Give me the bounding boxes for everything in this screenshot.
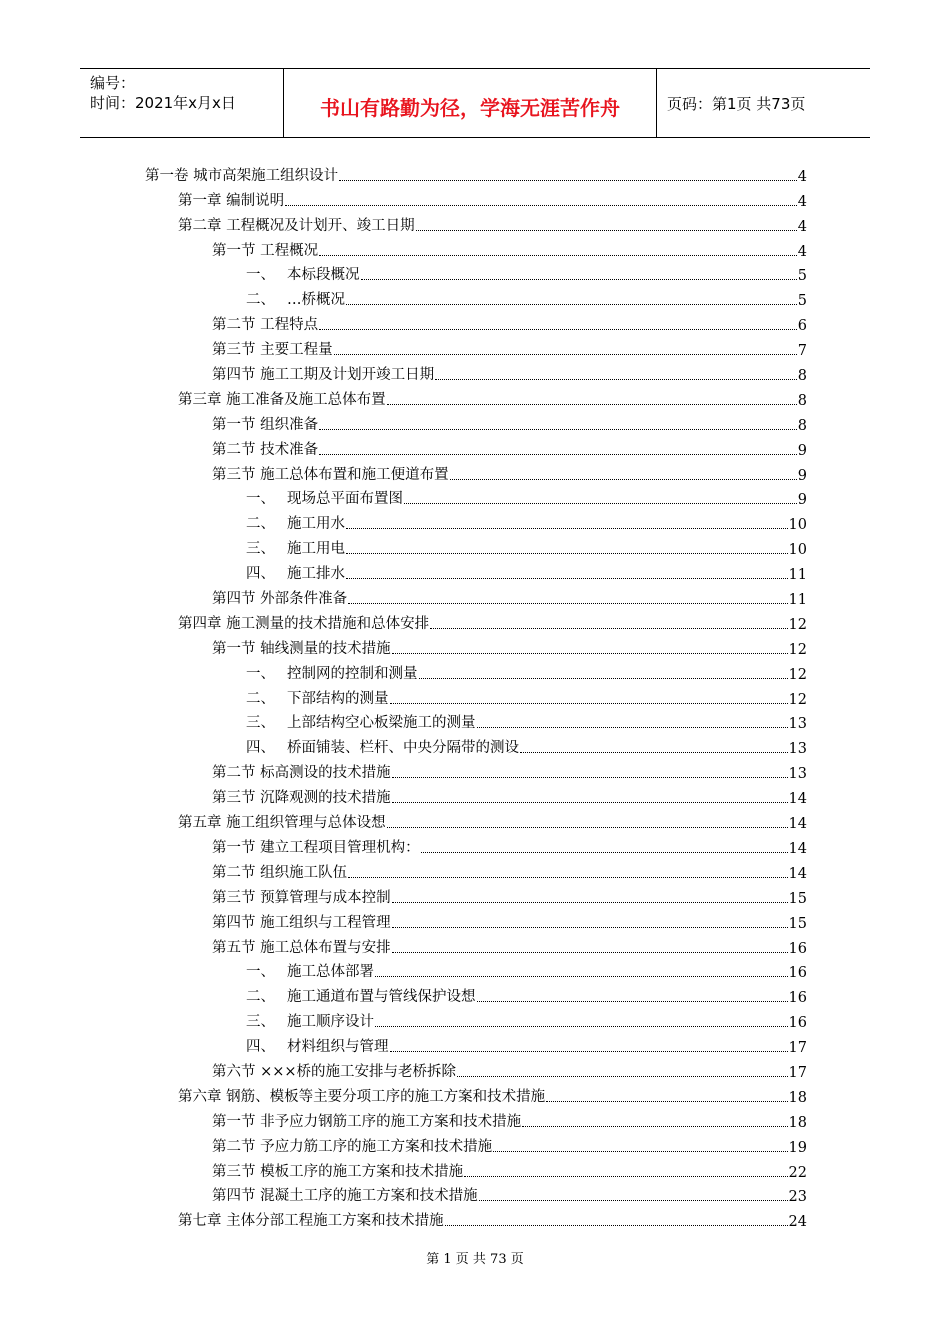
toc-entry-prefix: 第二章 [178, 217, 222, 234]
document-time-label: 时间：2021年x月x日 [90, 94, 236, 112]
toc-entry-title: 施工总体布置和施工便道布置 [260, 466, 449, 483]
toc-entry-prefix: 三、 [246, 541, 275, 558]
header-page-info-cell [655, 69, 870, 137]
toc-entry-prefix: 第三节 [212, 1163, 256, 1180]
toc-entry-text [212, 413, 318, 434]
toc-entry-title: 上部结构空心板梁施工的测量 [287, 715, 476, 732]
toc-entry[interactable] [145, 1131, 807, 1156]
toc-entry-page: 14 [788, 791, 807, 808]
toc-entry-prefix: 第一卷 [145, 167, 189, 184]
toc-entry-prefix: 第一章 [178, 192, 222, 209]
toc-entry[interactable] [145, 210, 807, 235]
toc-entry-text [212, 1184, 478, 1205]
table-of-contents [145, 160, 807, 1230]
toc-entry[interactable] [145, 484, 807, 509]
toc-entry-prefix: 第六节 [212, 1063, 256, 1080]
toc-entry-page: 11 [788, 592, 807, 609]
toc-entry-text [246, 562, 345, 583]
toc-entry-title: 主要工程量 [260, 342, 333, 359]
toc-entry-text [212, 637, 391, 658]
toc-leader-dots [346, 553, 788, 554]
toc-entry-prefix: 第三节 [212, 790, 256, 807]
toc-leader-dots [421, 852, 788, 853]
toc-entry-prefix: 第二节 [212, 864, 256, 881]
toc-entry[interactable] [145, 384, 807, 409]
toc-entry[interactable] [145, 832, 807, 857]
toc-entry-title: 组织准备 [260, 416, 319, 433]
toc-entry-title: 预算管理与成本控制 [260, 889, 391, 906]
toc-entry-page: 14 [788, 840, 807, 857]
toc-entry-prefix: 一、 [246, 491, 275, 508]
toc-entry-page: 16 [788, 940, 807, 957]
toc-entry-text [212, 438, 318, 459]
toc-leader-dots [375, 1026, 788, 1027]
toc-entry-text [178, 811, 386, 832]
toc-entry-prefix: 第七章 [178, 1213, 222, 1230]
toc-entry[interactable] [145, 1056, 807, 1081]
toc-entry-title: ×××桥的施工安排与老桥拆除 [260, 1063, 457, 1080]
toc-entry-page: 17 [788, 1040, 807, 1057]
toc-entry-text [212, 313, 318, 334]
toc-entry-title: 材料组织与管理 [287, 1039, 389, 1056]
toc-leader-dots [392, 777, 788, 778]
toc-entry-page: 10 [788, 542, 807, 559]
toc-entry-page: 22 [788, 1164, 807, 1181]
toc-entry-page: 9 [797, 492, 807, 509]
toc-entry-title: 标高测设的技术措施 [260, 765, 391, 782]
toc-entry-prefix: 第三节 [212, 342, 256, 359]
toc-leader-dots [392, 927, 788, 928]
toc-entry-page: 23 [788, 1189, 807, 1206]
toc-entry-title: 施工测量的技术措施和总体安排 [226, 615, 430, 632]
toc-entry[interactable] [145, 558, 807, 583]
toc-leader-dots [416, 230, 797, 231]
toc-entry[interactable] [145, 633, 807, 658]
toc-entry[interactable] [145, 533, 807, 558]
header-page-info: 页码：第1页 共73页 [667, 94, 806, 113]
toc-entry-text [246, 1010, 374, 1031]
toc-entry-page: 12 [788, 691, 807, 708]
toc-entry[interactable] [145, 1081, 807, 1106]
toc-entry-title: 施工排水 [287, 566, 345, 583]
toc-entry-title: 主体分部工程施工方案和技术措施 [226, 1213, 444, 1230]
footer-page-number: 第 1 页 共 73 页 [426, 1252, 524, 1267]
toc-leader-dots [493, 1151, 787, 1152]
toc-entry-title: 现场总平面布置图 [287, 491, 403, 508]
toc-entry-prefix: 第四节 [212, 1188, 256, 1205]
toc-leader-dots [390, 1051, 788, 1052]
toc-entry[interactable] [145, 334, 807, 359]
toc-entry-text [212, 463, 449, 484]
toc-entry-page: 12 [788, 641, 807, 658]
toc-entry-title: 施工通道布置与管线保护设想 [287, 989, 476, 1006]
toc-entry-page: 12 [788, 666, 807, 683]
toc-entry-text [212, 836, 420, 857]
toc-leader-dots [546, 1101, 787, 1102]
document-number-label: 编号： [90, 74, 136, 92]
page-header [80, 68, 870, 138]
toc-entry[interactable] [145, 981, 807, 1006]
toc-entry-text [246, 736, 519, 757]
toc-entry-text [246, 662, 418, 683]
page-footer [0, 1248, 950, 1267]
toc-entry-prefix: 三、 [246, 1014, 275, 1031]
toc-entry-page: 9 [797, 467, 807, 484]
toc-entry-prefix: 一、 [246, 964, 275, 981]
toc-entry-text [246, 985, 476, 1006]
toc-entry-text [246, 537, 345, 558]
header-left-cell [80, 69, 283, 137]
toc-entry[interactable] [145, 1031, 807, 1056]
toc-entry-title: 编制说明 [226, 192, 285, 209]
toc-leader-dots [404, 503, 797, 504]
toc-leader-dots [361, 279, 797, 280]
toc-entry-page: 16 [788, 1015, 807, 1032]
toc-entry-text [212, 363, 434, 384]
toc-entry-text [178, 1209, 444, 1230]
toc-leader-dots [479, 1200, 788, 1201]
toc-entry-title: 桥面铺装、栏杆、中央分隔带的测设 [287, 740, 519, 757]
toc-entry-title: 施工组织管理与总体设想 [226, 815, 386, 832]
toc-entry-text [212, 1160, 463, 1181]
toc-leader-dots [285, 205, 797, 206]
toc-entry-title: 钢筋、模板等主要分项工序的施工方案和技术措施 [226, 1088, 546, 1105]
toc-leader-dots [392, 902, 788, 903]
toc-entry-text [178, 612, 429, 633]
toc-entry-title: 施工组织与工程管理 [260, 914, 391, 931]
toc-entry-prefix: 二、 [246, 690, 275, 707]
toc-entry[interactable] [145, 732, 807, 757]
toc-leader-dots [435, 379, 797, 380]
toc-entry-text [178, 1085, 545, 1106]
toc-entry-prefix: 第五节 [212, 939, 256, 956]
toc-leader-dots [346, 578, 788, 579]
toc-entry-title: 轴线测量的技术措施 [260, 640, 391, 657]
toc-leader-dots [319, 454, 797, 455]
toc-entry-page: 9 [797, 442, 807, 459]
toc-entry[interactable] [145, 1106, 807, 1131]
toc-entry-page: 4 [797, 193, 807, 210]
toc-entry-page: 13 [788, 716, 807, 733]
toc-entry-page: 14 [788, 816, 807, 833]
toc-leader-dots [334, 354, 797, 355]
toc-leader-dots [390, 703, 788, 704]
toc-entry[interactable] [145, 1205, 807, 1230]
toc-entry[interactable] [145, 857, 807, 882]
toc-entry-prefix: 二、 [246, 516, 275, 533]
toc-entry[interactable] [145, 807, 807, 832]
toc-entry[interactable] [145, 882, 807, 907]
toc-entry-page: 7 [797, 343, 807, 360]
toc-entry-prefix: 第三节 [212, 889, 256, 906]
toc-entry-prefix: 第三章 [178, 391, 222, 408]
toc-leader-dots [339, 180, 797, 181]
toc-leader-dots [387, 827, 788, 828]
toc-entry-prefix: 第四节 [212, 367, 256, 384]
toc-entry[interactable] [145, 683, 807, 708]
toc-entry-text [212, 587, 347, 608]
toc-entry-title: 施工用电 [287, 541, 345, 558]
toc-entry-prefix: 第四节 [212, 914, 256, 931]
toc-entry-text [246, 288, 345, 309]
toc-entry-page: 4 [797, 218, 807, 235]
toc-entry[interactable] [145, 658, 807, 683]
toc-entry-page: 17 [788, 1064, 807, 1081]
toc-entry-title: 外部条件准备 [260, 591, 348, 608]
toc-entry-title: 施工总体部署 [287, 964, 374, 981]
toc-entry-text [246, 1035, 389, 1056]
toc-entry-title: 混凝土工序的施工方案和技术措施 [260, 1188, 478, 1205]
toc-entry-title: 组织施工队伍 [260, 864, 348, 881]
toc-entry-prefix: 四、 [246, 740, 275, 757]
toc-entry[interactable] [145, 235, 807, 260]
toc-entry[interactable] [145, 907, 807, 932]
toc-entry[interactable] [145, 359, 807, 384]
toc-entry-prefix: 第一节 [212, 416, 256, 433]
toc-entry[interactable] [145, 459, 807, 484]
toc-entry-title: 施工工期及计划开竣工日期 [260, 367, 435, 384]
toc-entry[interactable] [145, 160, 807, 185]
toc-leader-dots [348, 603, 787, 604]
toc-entry-text [246, 512, 345, 533]
toc-entry[interactable] [145, 309, 807, 334]
toc-leader-dots [477, 727, 788, 728]
toc-leader-dots [387, 404, 797, 405]
toc-entry-title: 工程特点 [260, 317, 319, 334]
toc-entry[interactable] [145, 508, 807, 533]
toc-leader-dots [348, 877, 787, 878]
toc-leader-dots [430, 628, 787, 629]
toc-leader-dots [346, 304, 797, 305]
toc-entry-page: 8 [797, 392, 807, 409]
toc-entry-text [246, 960, 374, 981]
toc-entry-page: 5 [797, 293, 807, 310]
toc-entry[interactable] [145, 583, 807, 608]
header-motto: 书山有路勤为径，学海无涯苦作舟 [320, 95, 620, 120]
toc-entry-text [212, 1060, 456, 1081]
toc-entry-page: 5 [797, 268, 807, 285]
toc-entry-text [212, 761, 391, 782]
toc-entry-page: 16 [788, 990, 807, 1007]
toc-entry[interactable] [145, 1006, 807, 1031]
toc-entry-title: 工程概况 [260, 242, 319, 259]
toc-entry[interactable] [145, 708, 807, 733]
toc-entry-text [212, 936, 391, 957]
toc-entry-title: 城市高架施工组织设计 [193, 167, 339, 184]
toc-entry-title: 施工总体布置与安排 [260, 939, 391, 956]
toc-entry-text [212, 1135, 492, 1156]
toc-leader-dots [392, 653, 788, 654]
toc-entry-title: 本标段概况 [287, 267, 360, 284]
toc-entry-page: 15 [788, 915, 807, 932]
toc-entry-page: 8 [797, 368, 807, 385]
toc-entry[interactable] [145, 1181, 807, 1206]
toc-leader-dots [477, 1001, 788, 1002]
toc-entry-title: 工程概况及计划开、竣工日期 [226, 217, 415, 234]
toc-entry-title: 技术准备 [260, 441, 319, 458]
toc-entry-prefix: 第六章 [178, 1088, 222, 1105]
toc-leader-dots [375, 976, 788, 977]
toc-entry-title: 施工顺序设计 [287, 1014, 374, 1031]
toc-entry-page: 11 [788, 567, 807, 584]
toc-entry-text [212, 239, 318, 260]
toc-entry-prefix: 第一节 [212, 839, 256, 856]
toc-leader-dots [464, 1176, 787, 1177]
toc-leader-dots [445, 1225, 788, 1226]
toc-entry-prefix: 第四节 [212, 591, 256, 608]
toc-entry-title: 施工准备及施工总体布置 [226, 391, 386, 408]
toc-entry-title: 控制网的控制和测量 [287, 665, 418, 682]
toc-entry-prefix: 二、 [246, 989, 275, 1006]
toc-entry-text [178, 189, 284, 210]
toc-entry-page: 12 [788, 616, 807, 633]
toc-entry-page: 14 [788, 865, 807, 882]
toc-entry-prefix: 一、 [246, 267, 275, 284]
toc-leader-dots [319, 429, 797, 430]
toc-entry[interactable] [145, 932, 807, 957]
toc-entry-prefix: 第一节 [212, 1113, 256, 1130]
toc-entry[interactable] [145, 284, 807, 309]
toc-entry-page: 10 [788, 517, 807, 534]
toc-leader-dots [392, 952, 788, 953]
toc-entry-page: 13 [788, 741, 807, 758]
toc-leader-dots [520, 752, 788, 753]
toc-entry-text [178, 388, 386, 409]
toc-entry-prefix: 四、 [246, 566, 275, 583]
toc-entry-title: 予应力筋工序的施工方案和技术措施 [260, 1138, 493, 1155]
toc-entry-prefix: 第二节 [212, 1138, 256, 1155]
toc-leader-dots [319, 329, 797, 330]
toc-entry-prefix: 三、 [246, 715, 275, 732]
toc-entry-text [178, 214, 415, 235]
toc-entry-prefix: 第四章 [178, 615, 222, 632]
toc-entry-text [246, 263, 360, 284]
toc-entry[interactable] [145, 1156, 807, 1181]
toc-entry-text [212, 338, 333, 359]
toc-leader-dots [522, 1126, 787, 1127]
toc-entry[interactable] [145, 434, 807, 459]
toc-leader-dots [419, 678, 788, 679]
toc-entry[interactable] [145, 409, 807, 434]
toc-entry-title: 施工用水 [287, 516, 345, 533]
toc-entry-prefix: 第一节 [212, 242, 256, 259]
toc-entry-page: 4 [797, 243, 807, 260]
toc-entry-prefix: 一、 [246, 665, 275, 682]
toc-entry-page: 15 [788, 890, 807, 907]
toc-entry-prefix: 第二节 [212, 765, 256, 782]
toc-entry-page: 4 [797, 168, 807, 185]
toc-entry-prefix: 第二节 [212, 441, 256, 458]
toc-leader-dots [392, 802, 788, 803]
toc-entry-text [212, 911, 391, 932]
toc-entry-page: 18 [788, 1089, 807, 1106]
toc-entry[interactable] [145, 608, 807, 633]
toc-leader-dots [457, 1076, 787, 1077]
toc-entry[interactable] [145, 185, 807, 210]
toc-entry[interactable] [145, 260, 807, 285]
toc-entry-text [246, 711, 476, 732]
toc-entry-prefix: 第五章 [178, 815, 222, 832]
toc-entry-title: …桥概况 [287, 292, 345, 309]
toc-entry-text [246, 487, 403, 508]
toc-entry-page: 6 [797, 318, 807, 335]
toc-entry-text [145, 164, 338, 185]
toc-entry-text [212, 1110, 521, 1131]
toc-entry-title: 建立工程项目管理机构： [260, 839, 420, 856]
toc-entry[interactable] [145, 757, 807, 782]
toc-entry-text [212, 886, 391, 907]
toc-leader-dots [319, 255, 797, 256]
toc-entry-text [212, 786, 391, 807]
toc-entry-prefix: 第二节 [212, 317, 256, 334]
toc-entry-prefix: 第一节 [212, 640, 256, 657]
toc-entry-prefix: 四、 [246, 1039, 275, 1056]
toc-entry-title: 下部结构的测量 [287, 690, 389, 707]
toc-entry-title: 非予应力钢筋工序的施工方案和技术措施 [260, 1113, 522, 1130]
toc-entry[interactable] [145, 957, 807, 982]
header-motto-cell [283, 69, 657, 137]
toc-entry-page: 16 [788, 965, 807, 982]
toc-entry-title: 模板工序的施工方案和技术措施 [260, 1163, 464, 1180]
toc-entry-page: 8 [797, 417, 807, 434]
toc-entry-page: 18 [788, 1114, 807, 1131]
toc-leader-dots [450, 479, 797, 480]
toc-entry-text [246, 687, 389, 708]
toc-entry-page: 19 [788, 1139, 807, 1156]
toc-leader-dots [346, 528, 788, 529]
toc-entry-prefix: 第三节 [212, 466, 256, 483]
toc-entry-title: 沉降观测的技术措施 [260, 790, 391, 807]
toc-entry[interactable] [145, 782, 807, 807]
toc-entry-text [212, 861, 347, 882]
toc-entry-page: 13 [788, 766, 807, 783]
toc-entry-page: 24 [788, 1214, 807, 1231]
toc-entry-prefix: 二、 [246, 292, 275, 309]
